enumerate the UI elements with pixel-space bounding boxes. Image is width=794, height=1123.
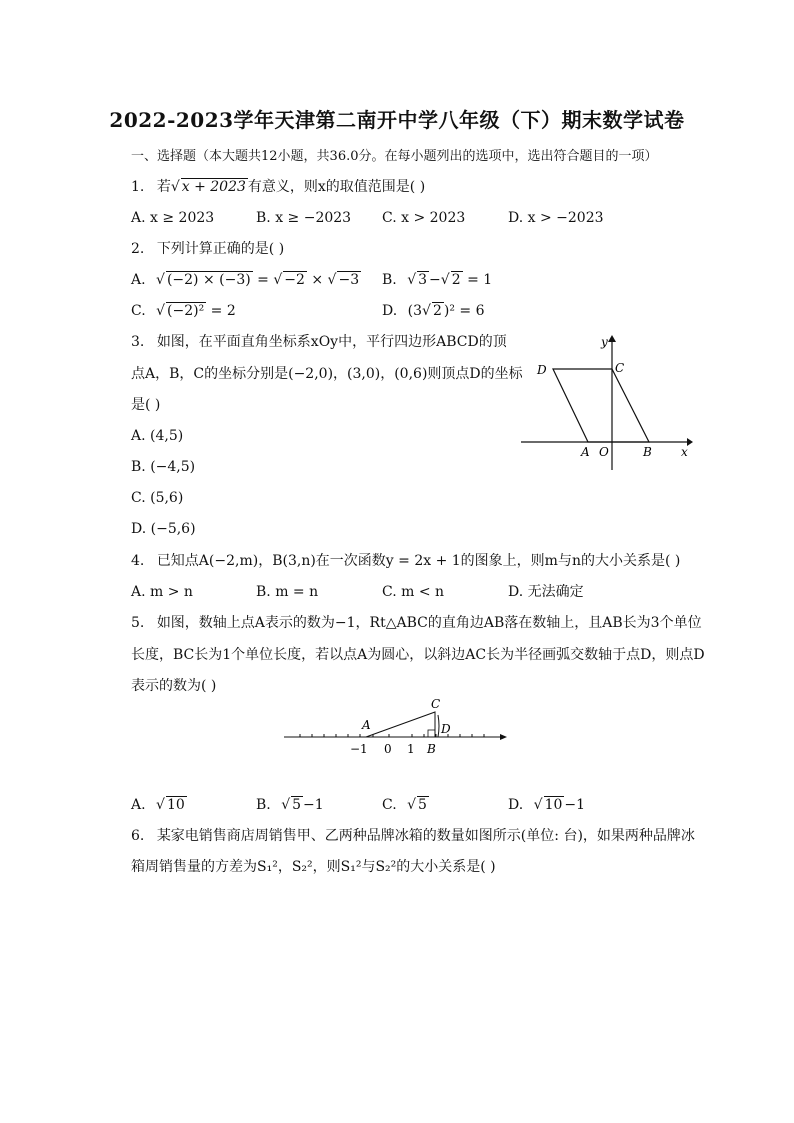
q1-option-c: C. x > 2023	[382, 210, 466, 226]
question-2	[131, 240, 284, 258]
q1-option-a: A. x ≥ 2023	[131, 210, 215, 226]
option-label: A.	[131, 272, 146, 288]
radicand: 10	[544, 797, 563, 813]
question-text: 已知点A(−2,m)，B(3,n)在一次函数y = 2x + 1的图象上，则m与n的大小关系是( )	[156, 553, 681, 569]
question-4	[131, 552, 680, 570]
q3-option-d: D. (−5,6)	[131, 521, 196, 537]
question-number: 1.	[131, 179, 145, 195]
question-text-tail: 有意义，则x的取值范围是( )	[247, 179, 426, 195]
question-number: 5.	[131, 615, 145, 631]
question-3	[131, 333, 507, 351]
option-label: A.	[131, 797, 146, 813]
question-text: 若	[156, 179, 171, 195]
question-text: 如图，数轴上点A表示的数为−1，Rt△ABC的直角边AB落在数轴上，且AB长为3个单位	[156, 615, 702, 631]
radicand: 5	[292, 797, 302, 813]
question-number: 6.	[131, 828, 145, 844]
radicand: −3	[338, 272, 360, 288]
label-minus-one: −1	[350, 742, 368, 756]
expression: (3	[407, 303, 423, 319]
question-5-line-2: 长度，BC长为1个单位长度，若以点A为圆心，以斜边AC长为半径画弧交数轴于点D，则点D	[131, 647, 705, 663]
label-o: O	[599, 445, 609, 459]
q5-option-c: C. √ 5	[382, 797, 427, 813]
label-b: B	[427, 742, 436, 756]
operator: ×	[306, 272, 328, 288]
option-label: C.	[382, 797, 397, 813]
parallelogram-abcd	[553, 369, 649, 442]
result: = 1	[462, 272, 493, 288]
q2-option-c: C. √ (−2)² = 2	[131, 303, 236, 319]
question-number: 4.	[131, 553, 145, 569]
operator: =	[252, 272, 274, 288]
right-triangle-abc	[366, 712, 435, 737]
question-text: 下列计算正确的是( )	[156, 241, 285, 257]
q3-option-c: C. (5,6)	[131, 490, 184, 506]
radicand: −2	[284, 272, 305, 288]
right-angle-mark	[428, 730, 435, 737]
radicand: (−2) × (−3)	[166, 272, 251, 288]
question-5	[131, 614, 702, 632]
label-d: D	[537, 363, 547, 377]
number-line-arrow	[500, 734, 507, 740]
question-6	[131, 827, 695, 845]
radicand: 5	[418, 797, 427, 813]
tail: −1	[303, 797, 324, 813]
arc-from-a	[438, 715, 439, 737]
label-c: C	[431, 697, 441, 711]
x-axis-arrow	[687, 438, 693, 446]
question-number: 3.	[131, 334, 145, 350]
question-5-line-3: 表示的数为( )	[131, 678, 217, 694]
question-text: 某家电销售商店周销售甲、乙两种品牌冰箱的数量如图所示(单位: 台)，如果两种品牌冰	[156, 828, 695, 844]
option-label: C.	[131, 303, 146, 319]
option-label: D.	[382, 303, 398, 319]
question-text: 如图，在平面直角坐标系xOy中，平行四边形ABCD的顶	[156, 334, 507, 350]
q2-option-d: D. (3√ 2 )² = 6	[382, 303, 485, 319]
q5-option-a: A. √ 10	[131, 797, 185, 813]
label-a: A	[581, 445, 590, 459]
option-label: B.	[382, 272, 397, 288]
q5-option-d: D. √ 10 −1	[508, 797, 586, 813]
question-6-line-2: 箱周销售量的方差为S₁²，S₂²，则S₁²与S₂²的大小关系是( )	[131, 859, 496, 875]
label-one: 1	[407, 742, 415, 756]
question-3-line-2: 点A，B，C的坐标分别是(−2,0)，(3,0)，(0,6)则顶点D的坐标	[131, 366, 523, 382]
q4-option-b: B. m = n	[256, 584, 319, 600]
radicand: 10	[166, 797, 185, 813]
q3-option-b: B. (−4,5)	[131, 459, 196, 475]
q3-option-a: A. (4,5)	[131, 428, 184, 444]
radicand: 3	[418, 272, 428, 288]
q4-option-a: A. m > n	[131, 584, 193, 600]
radicand: 2	[451, 272, 461, 288]
label-zero: 0	[384, 742, 392, 756]
label-a: A	[362, 718, 371, 732]
label-x: x	[681, 445, 688, 459]
question-3-line-3: 是( )	[131, 397, 161, 413]
operator: −	[429, 272, 441, 288]
q4-option-d: D. 无法确定	[508, 584, 584, 600]
question-1	[131, 178, 425, 196]
option-label: D.	[508, 797, 524, 813]
q5-option-b: B. √ 5 −1	[256, 797, 324, 813]
radical: √ x + 2023	[170, 179, 246, 195]
q4-option-c: C. m < n	[382, 584, 445, 600]
label-c: C	[615, 361, 625, 375]
question-number: 2.	[131, 241, 145, 257]
y-axis-arrow	[608, 335, 616, 342]
radicand: x + 2023	[181, 179, 246, 195]
tail: −1	[564, 797, 586, 813]
result: = 2	[206, 303, 236, 319]
label-d: D	[441, 722, 451, 736]
radicand: (−2)²	[167, 303, 205, 319]
q1-option-b: B. x ≥ −2023	[256, 210, 352, 226]
parallelogram-figure	[515, 330, 695, 475]
label-y: y	[601, 335, 608, 349]
q1-option-d: D. x > −2023	[508, 210, 604, 226]
number-line-figure	[280, 693, 512, 759]
q2-option-b: B. √ 3 −√ 2 = 1	[382, 272, 493, 288]
q2-option-a: A. √ (−2) × (−3) = √ −2 × √ −3	[131, 272, 360, 288]
exam-title: 2022-2023学年天津第二南开中学八年级（下）期末数学试卷	[109, 108, 685, 132]
result: )² = 6	[443, 303, 485, 319]
label-b: B	[643, 445, 652, 459]
radicand: 2	[432, 303, 442, 319]
option-label: B.	[256, 797, 271, 813]
section-heading: 一、选择题（本大题共12小题，共36.0分。在每小题列出的选项中，选出符合题目的一项）	[131, 149, 658, 164]
